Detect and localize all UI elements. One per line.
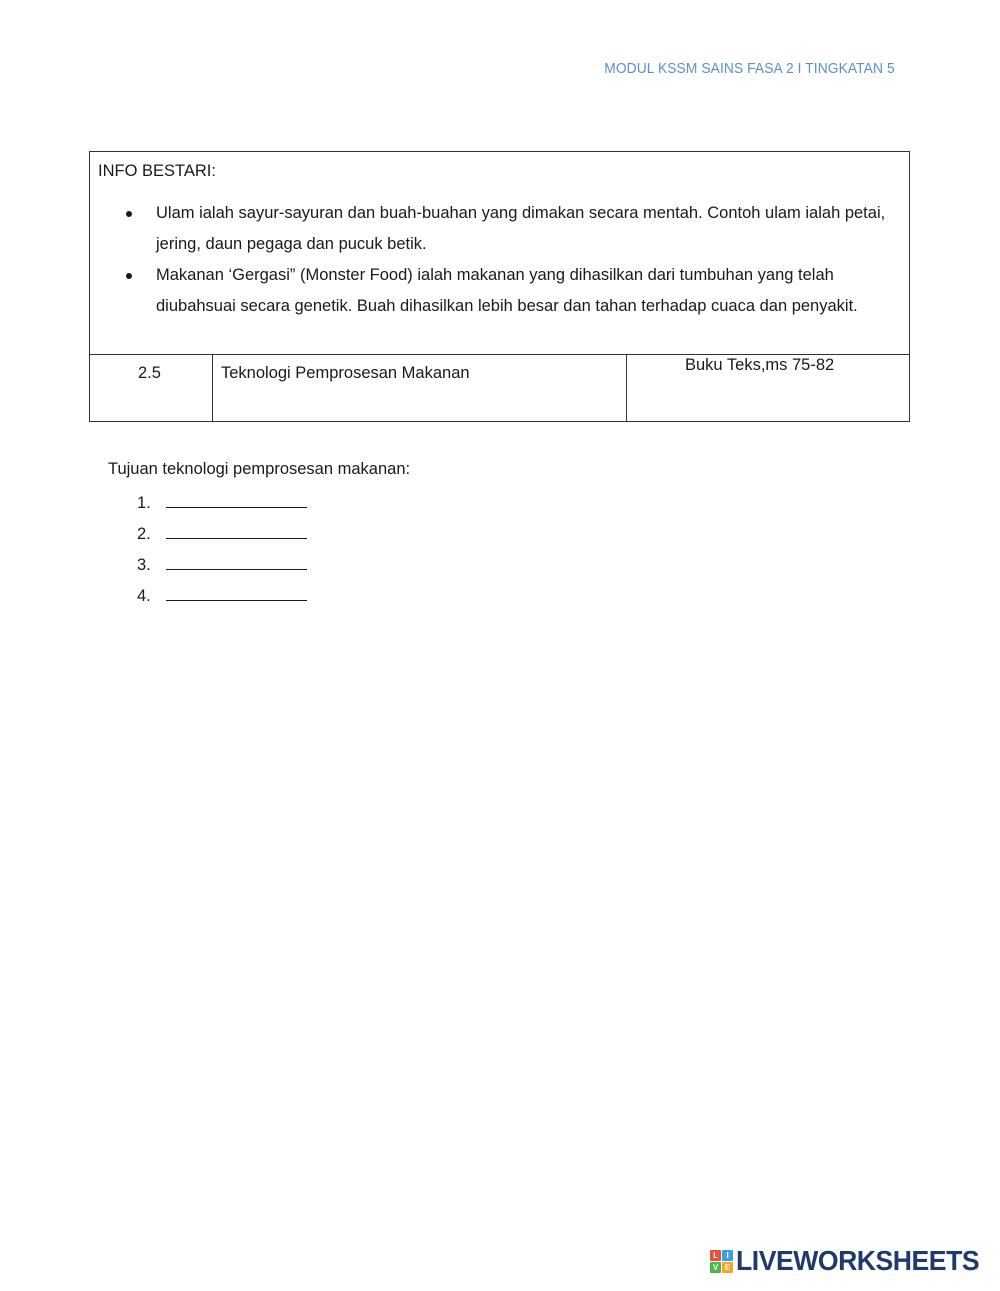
info-table [89, 151, 910, 422]
liveworksheets-logo [710, 1247, 992, 1275]
logo-icon [710, 1250, 733, 1273]
answer-blank[interactable] [166, 555, 307, 570]
list-item: 4. [137, 586, 307, 617]
info-bestari-cell [90, 152, 909, 355]
answer-blank[interactable] [166, 586, 307, 601]
logo-letter: E [722, 1262, 733, 1273]
reference-cell: Buku Teks,ms 75-82 [685, 356, 835, 374]
purpose-prompt: Tujuan teknologi pemprosesan makanan: [108, 460, 411, 478]
list-item: 1. [137, 493, 307, 524]
table-row [90, 354, 909, 421]
info-bullet: Makanan ‘Gergasi” (Monster Food) ialah makanan yang dihasilkan dari tumbuhan yang telah diubahsuai secara genetik. Buah dihasilkan lebih besar dan tahan terhadap cuaca dan penyakit. [156, 260, 903, 322]
info-bullets [156, 198, 903, 322]
bullet-icon [126, 211, 132, 217]
info-bullet: Ulam ialah sayur-sayuran dan buah-buahan yang dimakan secara mentah. Contoh ulam ialah petai, jering, daun pegaga dan pucuk betik. [156, 198, 903, 260]
answer-blank[interactable] [166, 493, 307, 508]
logo-letter: V [710, 1262, 721, 1273]
module-header: MODUL KSSM SAINS FASA 2 I TINGKATAN 5 [604, 60, 895, 77]
list-item: 2. [137, 524, 307, 555]
answer-list [137, 493, 307, 617]
bullet-icon [126, 273, 132, 279]
logo-letter: L [710, 1250, 721, 1261]
section-number-cell: 2.5 [90, 354, 213, 421]
logo-letter: I [722, 1250, 733, 1261]
list-item: 3. [137, 555, 307, 586]
info-title: INFO BESTARI: [98, 162, 216, 180]
answer-blank[interactable] [166, 524, 307, 539]
logo-text: LIVEWORKSHEETS [736, 1245, 980, 1276]
topic-cell: Teknologi Pemprosesan Makanan [213, 354, 627, 421]
